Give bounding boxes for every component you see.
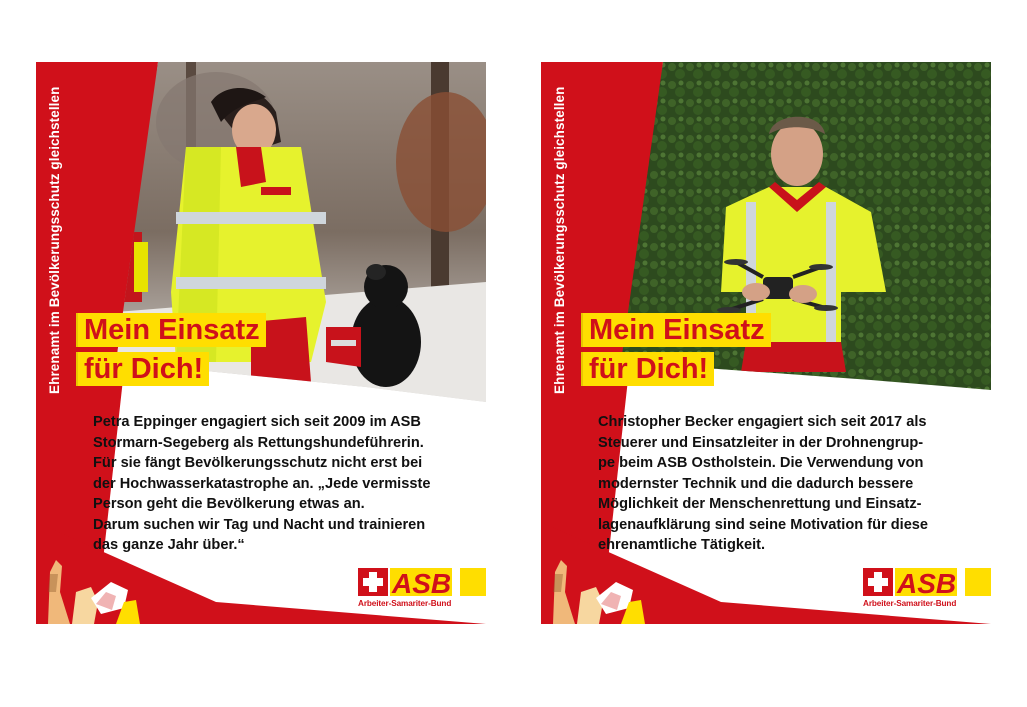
- description-line: der Hochwasserkatastrophe an. „Jede vermisste: [93, 475, 431, 492]
- campaign-side-label: Ehrenamt im Bevölkerungsschutz gleichstellen: [47, 86, 62, 394]
- headline-line-2: für Dich!: [581, 352, 714, 386]
- description-line: Für sie fängt Bevölkerungsschutz nicht erst bei: [93, 455, 423, 471]
- description-line: das ganze Jahr über.“: [93, 537, 245, 553]
- description-line: Petra Eppinger engagiert sich seit 2009 im ASB: [93, 414, 421, 430]
- description-line: Darum suchen wir Tag und Nacht und trainieren: [93, 516, 426, 533]
- asb-logo-subtitle: Arbeiter-Samariter-Bund: [358, 599, 452, 608]
- hands-illustration: [36, 552, 176, 624]
- card-description: [598, 412, 968, 556]
- hands-illustration: [541, 552, 681, 624]
- asb-logo-subtitle: Arbeiter-Samariter-Bund: [863, 599, 957, 608]
- campaign-card-2: [541, 62, 991, 624]
- headline-line-1: Mein Einsatz: [76, 313, 266, 347]
- description-line: Christopher Becker engagiert sich seit 2017 als: [598, 414, 927, 430]
- headline-line-2: für Dich!: [76, 352, 209, 386]
- asb-logo-word: ASB: [392, 568, 452, 599]
- description-line: modernster Technik und die dadurch bessere: [598, 475, 914, 492]
- description-line: lagenaufklärung sind seine Motivation für diese: [598, 516, 929, 533]
- description-line: Stormarn-Segeberg als Rettungshundeführerin.: [93, 434, 424, 451]
- description-line: pe beim ASB Ostholstein. Die Verwendung von: [598, 455, 924, 471]
- description-line: Möglichkeit der Menschenrettung und Einsatz-: [598, 496, 922, 512]
- headline: [581, 313, 771, 391]
- description-line: Person geht die Bevölkerung etwas an.: [93, 496, 365, 512]
- campaign-side-label: Ehrenamt im Bevölkerungsschutz gleichstellen: [552, 86, 567, 394]
- headline-line-1: Mein Einsatz: [581, 313, 771, 347]
- asb-logo-word: ASB: [897, 568, 957, 599]
- card-description: [93, 412, 463, 556]
- campaign-card-1: [36, 62, 486, 624]
- description-line: Steuerer und Einsatzleiter in der Drohnengrup-: [598, 434, 924, 451]
- description-line: ehrenamtliche Tätigkeit.: [598, 537, 766, 553]
- headline: [76, 313, 266, 391]
